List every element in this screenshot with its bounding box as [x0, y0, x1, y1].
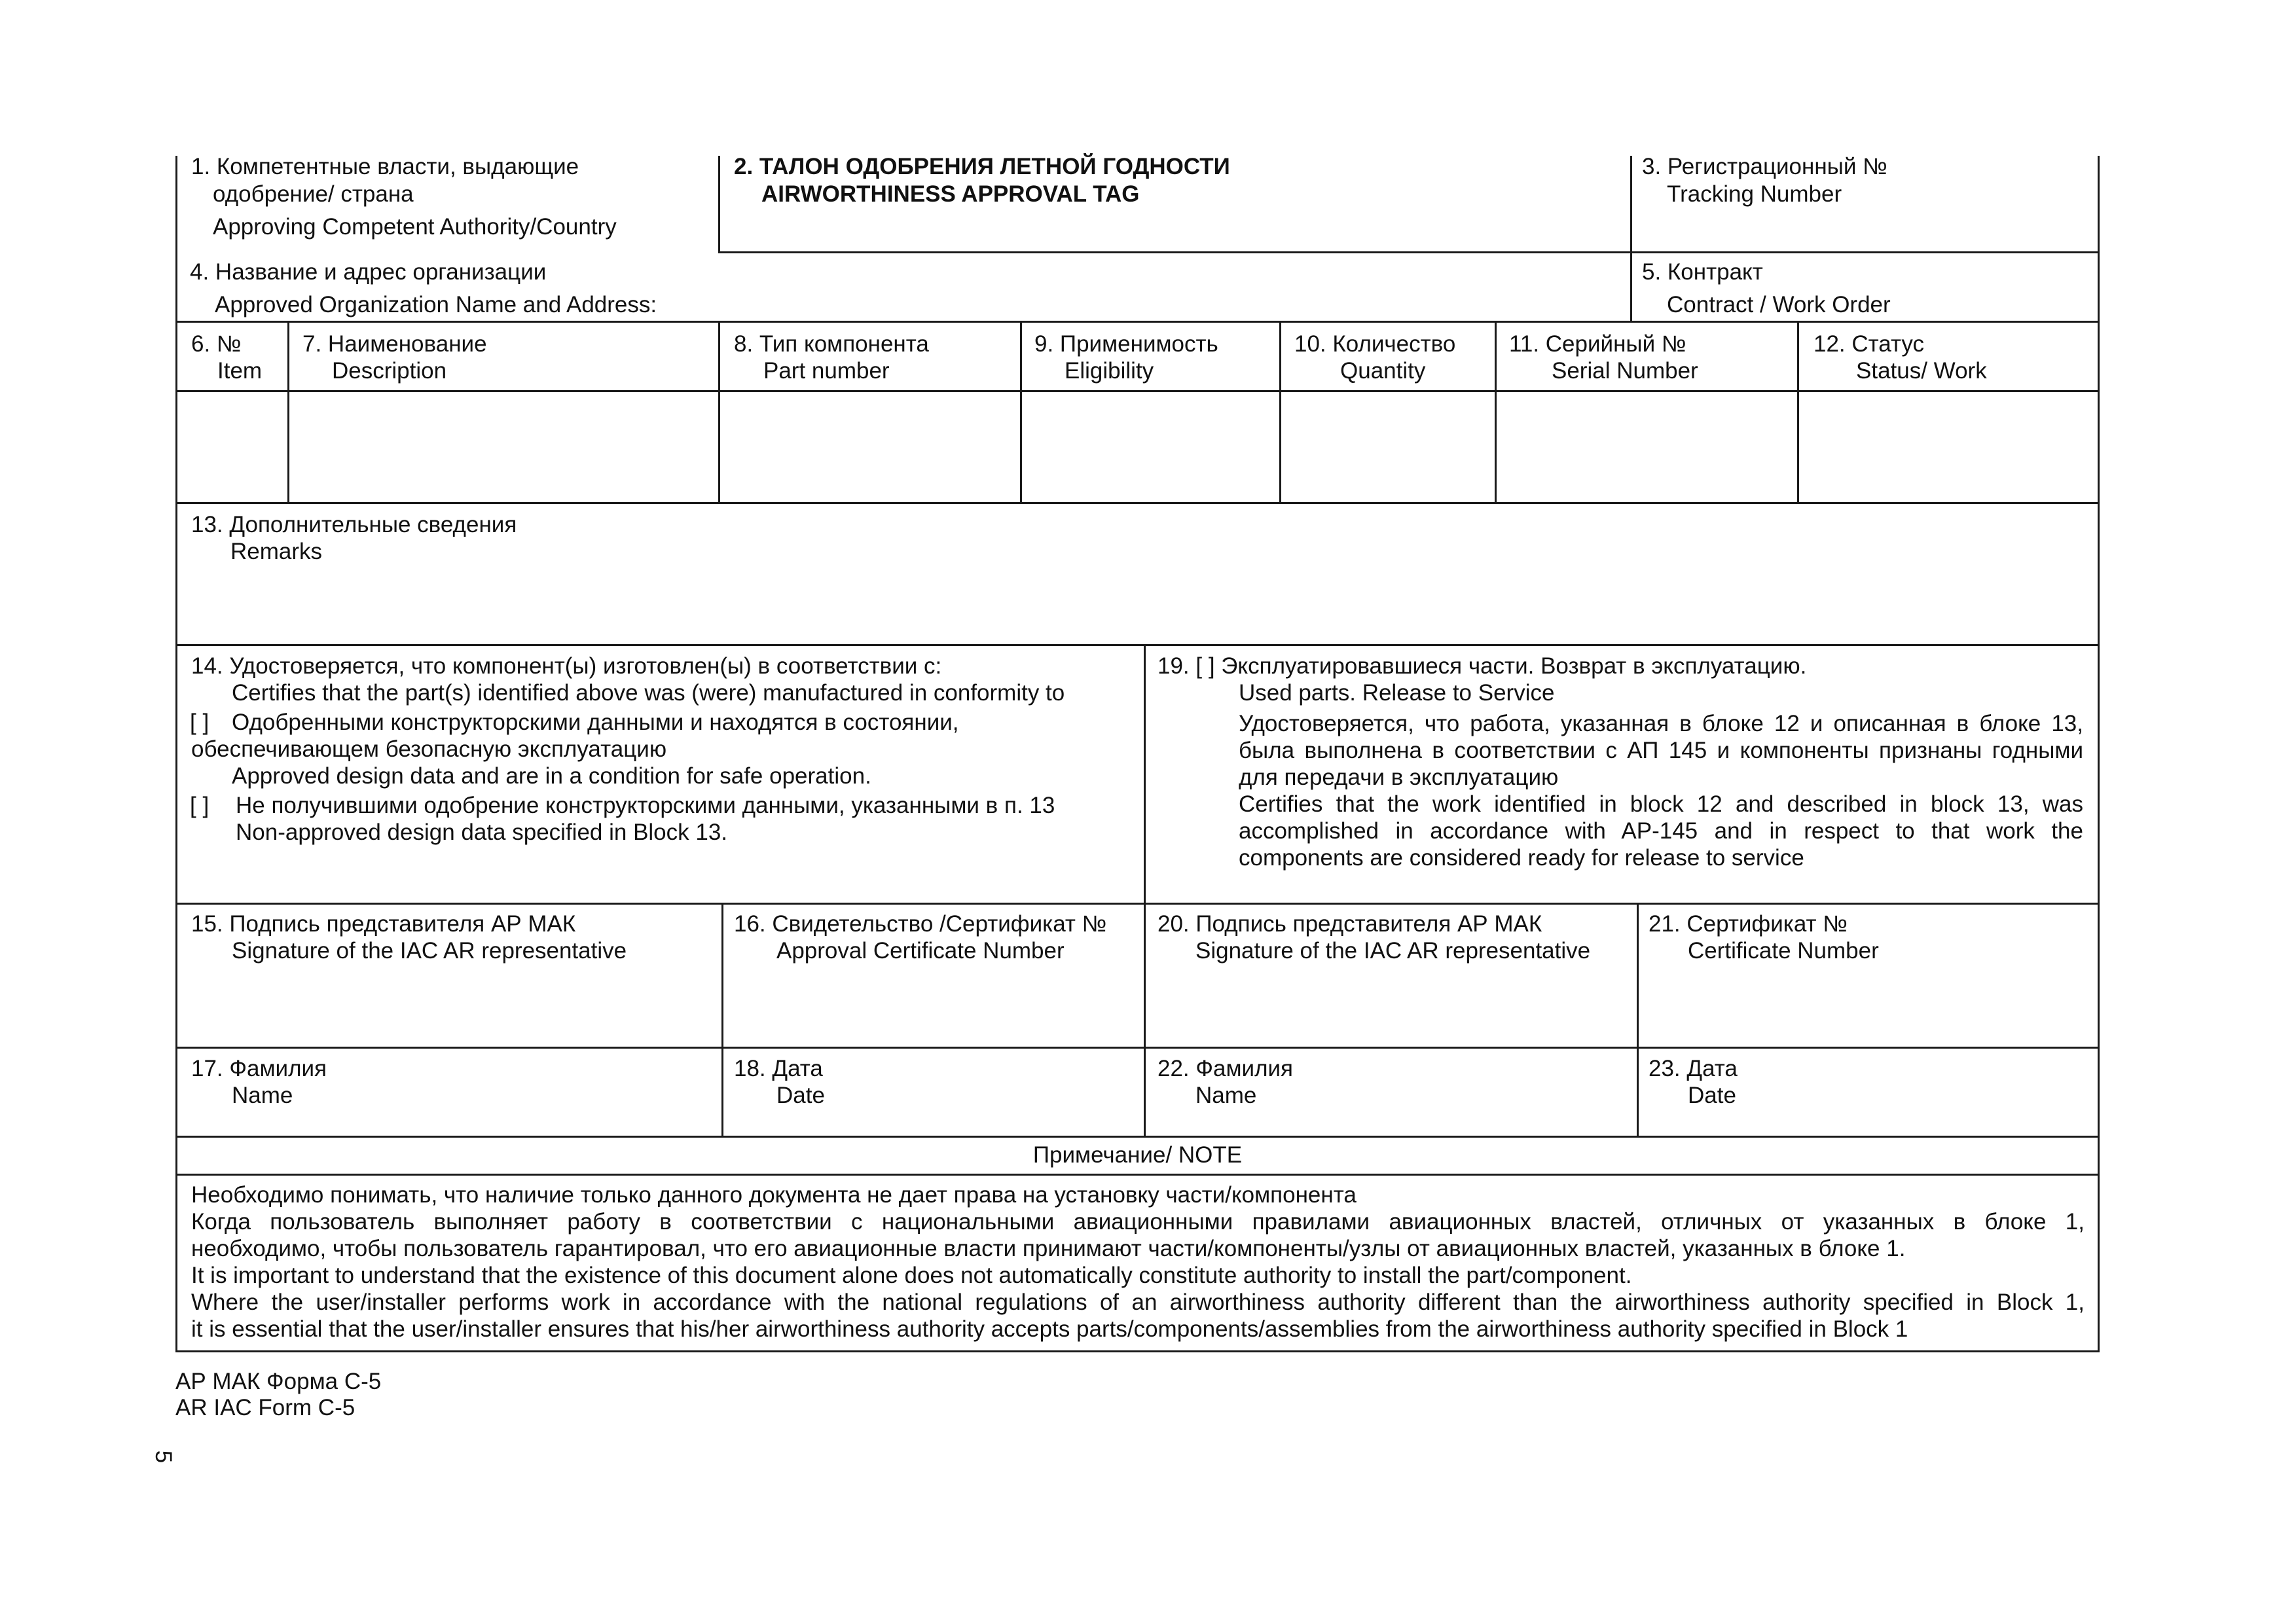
- column-label-ru: 12. Статус: [1813, 331, 1925, 357]
- grid-line: [175, 390, 2100, 392]
- block19-text-ru: Удостоверяется, что работа, указанная в блоке 12 и описанная в блоке 13,: [1239, 711, 2083, 736]
- column-label-en: Status/ Work: [1856, 358, 1987, 384]
- grid-line: [1637, 903, 1639, 1138]
- note-line: Когда пользователь выполняет работу в соответствии с национальными авиационными правилами авиационных властей, отличных от указанных в блоке 1,: [191, 1209, 2085, 1235]
- block19-text-ru: для передачи в эксплуатацию: [1239, 765, 1559, 790]
- column-label-ru: 9. Применимость: [1034, 331, 1218, 357]
- column-label-en: Serial Number: [1552, 358, 1698, 384]
- signature-label-en: Signature of the IAC AR representative: [232, 938, 627, 964]
- grid-line: [1495, 321, 1497, 504]
- grid-line: [1630, 156, 1632, 323]
- name-label-en: Name: [1195, 1083, 1257, 1108]
- tracking-label-ru: 3. Регистрационный №: [1642, 154, 1887, 179]
- non-approved-design-checkbox[interactable]: [ ]: [190, 793, 210, 818]
- grid-line: [175, 502, 2100, 504]
- grid-line: [718, 156, 720, 253]
- grid-line: [721, 903, 723, 1138]
- tracking-label-en: Tracking Number: [1667, 181, 1842, 207]
- grid-line: [175, 644, 2100, 646]
- grid-line: [1279, 321, 1281, 504]
- date-label-ru: 23. Дата: [1649, 1056, 1738, 1081]
- grid-line: [175, 1174, 2100, 1176]
- remarks-label-en: Remarks: [230, 539, 323, 564]
- certificate-label-en: Approval Certificate Number: [776, 938, 1065, 964]
- approved-design-label-en: Approved design data and are in a condition for safe operation.: [232, 763, 871, 789]
- block14-heading-en: Certifies that the part(s) identified above was (were) manufactured in conformity to: [232, 680, 1065, 706]
- name-label-en: Name: [232, 1083, 293, 1108]
- note-title: Примечание/ NOTE: [1032, 1142, 1243, 1168]
- approved-design-label-ru: обеспечивающем безопасную эксплуатацию: [191, 736, 667, 762]
- approved-design-checkbox[interactable]: [ ]: [190, 710, 210, 735]
- form-number-en: AR IAC Form C-5: [175, 1395, 355, 1420]
- column-label-en: Description: [332, 358, 447, 384]
- column-label-en: Quantity: [1340, 358, 1426, 384]
- note-line: it is essential that the user/installer ensures that his/her airworthiness authority accepts parts/components/assemblies from the airworthiness authority specified in Block 1: [191, 1316, 1908, 1342]
- used-parts-checkbox-heading[interactable]: 19. [ ] Эксплуатировавшиеся части. Возврат в эксплуатацию.: [1157, 653, 1807, 679]
- grid-line: [175, 1047, 2100, 1049]
- signature-label-ru: 20. Подпись представителя АР МАК: [1157, 911, 1542, 937]
- block19-text-en: accomplished in accordance with AP-145 and in respect to that work the: [1239, 818, 2083, 844]
- contract-label-en: Contract / Work Order: [1667, 292, 1891, 317]
- column-label-en: Part number: [763, 358, 890, 384]
- form-title-en: AIRWORTHINESS APPROVAL TAG: [761, 181, 1140, 207]
- name-label-ru: 22. Фамилия: [1157, 1056, 1293, 1081]
- item-cell[interactable]: [178, 393, 287, 501]
- block19-text-en: components are considered ready for release to service: [1239, 845, 1804, 871]
- grid-line: [175, 903, 2100, 905]
- contract-label-ru: 5. Контракт: [1642, 259, 1763, 285]
- block14-heading-ru: 14. Удостоверяется, что компонент(ы) изготовлен(ы) в соответствии с:: [191, 653, 942, 679]
- org-label-en: Approved Organization Name and Address:: [215, 292, 657, 317]
- note-line: Необходимо понимать, что наличие только данного документа не дает права на установку части/компонента: [191, 1182, 1357, 1208]
- part-number-cell[interactable]: [721, 393, 1019, 501]
- grid-line: [2098, 156, 2100, 1352]
- form-title-ru: 2. ТАЛОН ОДОБРЕНИЯ ЛЕТНОЙ ГОДНОСТИ: [734, 154, 1230, 179]
- date-label-ru: 18. Дата: [734, 1056, 823, 1081]
- column-label-ru: 7. Наименование: [302, 331, 487, 357]
- grid-line: [718, 251, 2100, 253]
- grid-line: [718, 321, 720, 504]
- signature-label-en: Signature of the IAC AR representative: [1195, 938, 1591, 964]
- used-parts-heading-en: Used parts. Release to Service: [1239, 680, 1555, 706]
- column-label-ru: 10. Количество: [1294, 331, 1456, 357]
- certificate-label-ru: 21. Сертификат №: [1649, 911, 1848, 937]
- authority-label-ru: одобрение/ страна: [213, 181, 414, 207]
- note-line: It is important to understand that the existence of this document alone does not automatically constitute authority to install the part/component.: [191, 1263, 1632, 1288]
- grid-line: [1797, 321, 1799, 504]
- certificate-label-ru: 16. Свидетельство /Сертификат №: [734, 911, 1107, 937]
- signature-label-ru: 15. Подпись представителя АР МАК: [191, 911, 576, 937]
- serial-number-cell[interactable]: [1497, 393, 1796, 501]
- authority-label-ru: 1. Компетентные власти, выдающие: [191, 154, 579, 179]
- block19-text-ru: была выполнена в соответствии с АП 145 и компоненты признаны годными: [1239, 738, 2083, 763]
- description-cell[interactable]: [290, 393, 718, 501]
- status-cell[interactable]: [1800, 393, 2097, 501]
- grid-line: [175, 321, 2100, 323]
- eligibility-cell[interactable]: [1023, 393, 1279, 501]
- grid-line: [1020, 321, 1022, 504]
- grid-line: [175, 1136, 2100, 1138]
- grid-line: [175, 156, 177, 1352]
- date-label-en: Date: [1688, 1083, 1736, 1108]
- column-label-ru: 11. Серийный №: [1509, 331, 1686, 357]
- authority-label-en: Approving Competent Authority/Country: [213, 214, 617, 240]
- column-label-ru: 8. Тип компонента: [734, 331, 929, 357]
- approved-design-label-ru: Одобренными конструкторскими данными и находятся в состоянии,: [232, 710, 959, 735]
- note-line: необходимо, чтобы пользователь гарантировал, что его авиационные власти принимают части/компоненты/узлы от авиационных властей, указанных в блоке 1.: [191, 1236, 1906, 1261]
- quantity-cell[interactable]: [1282, 393, 1494, 501]
- column-label-en: Item: [217, 358, 263, 384]
- non-approved-design-label-ru: Не получившими одобрение конструкторскими данными, указанными в п. 13: [236, 793, 1055, 818]
- form-number-ru: АР МАК Форма С-5: [175, 1369, 382, 1394]
- grid-line: [1144, 644, 1146, 1138]
- non-approved-design-label-en: Non-approved design data specified in Block 13.: [236, 820, 728, 845]
- block19-text-en: Certifies that the work identified in block 12 and described in block 13, was: [1239, 791, 2083, 817]
- certificate-label-en: Certificate Number: [1688, 938, 1879, 964]
- grid-line: [175, 1350, 2100, 1352]
- note-line: Where the user/installer performs work in accordance with the national regulations of an airworthiness authority different than the airworthiness authority specified in Block 1,: [191, 1290, 2085, 1315]
- date-label-en: Date: [776, 1083, 825, 1108]
- org-label-ru: 4. Название и адрес организации: [190, 259, 547, 285]
- remarks-label-ru: 13. Дополнительные сведения: [191, 512, 517, 537]
- grid-line: [287, 321, 289, 504]
- column-label-en: Eligibility: [1065, 358, 1154, 384]
- column-label-ru: 6. №: [191, 331, 242, 357]
- page-number: 5: [151, 1450, 177, 1464]
- name-label-ru: 17. Фамилия: [191, 1056, 327, 1081]
